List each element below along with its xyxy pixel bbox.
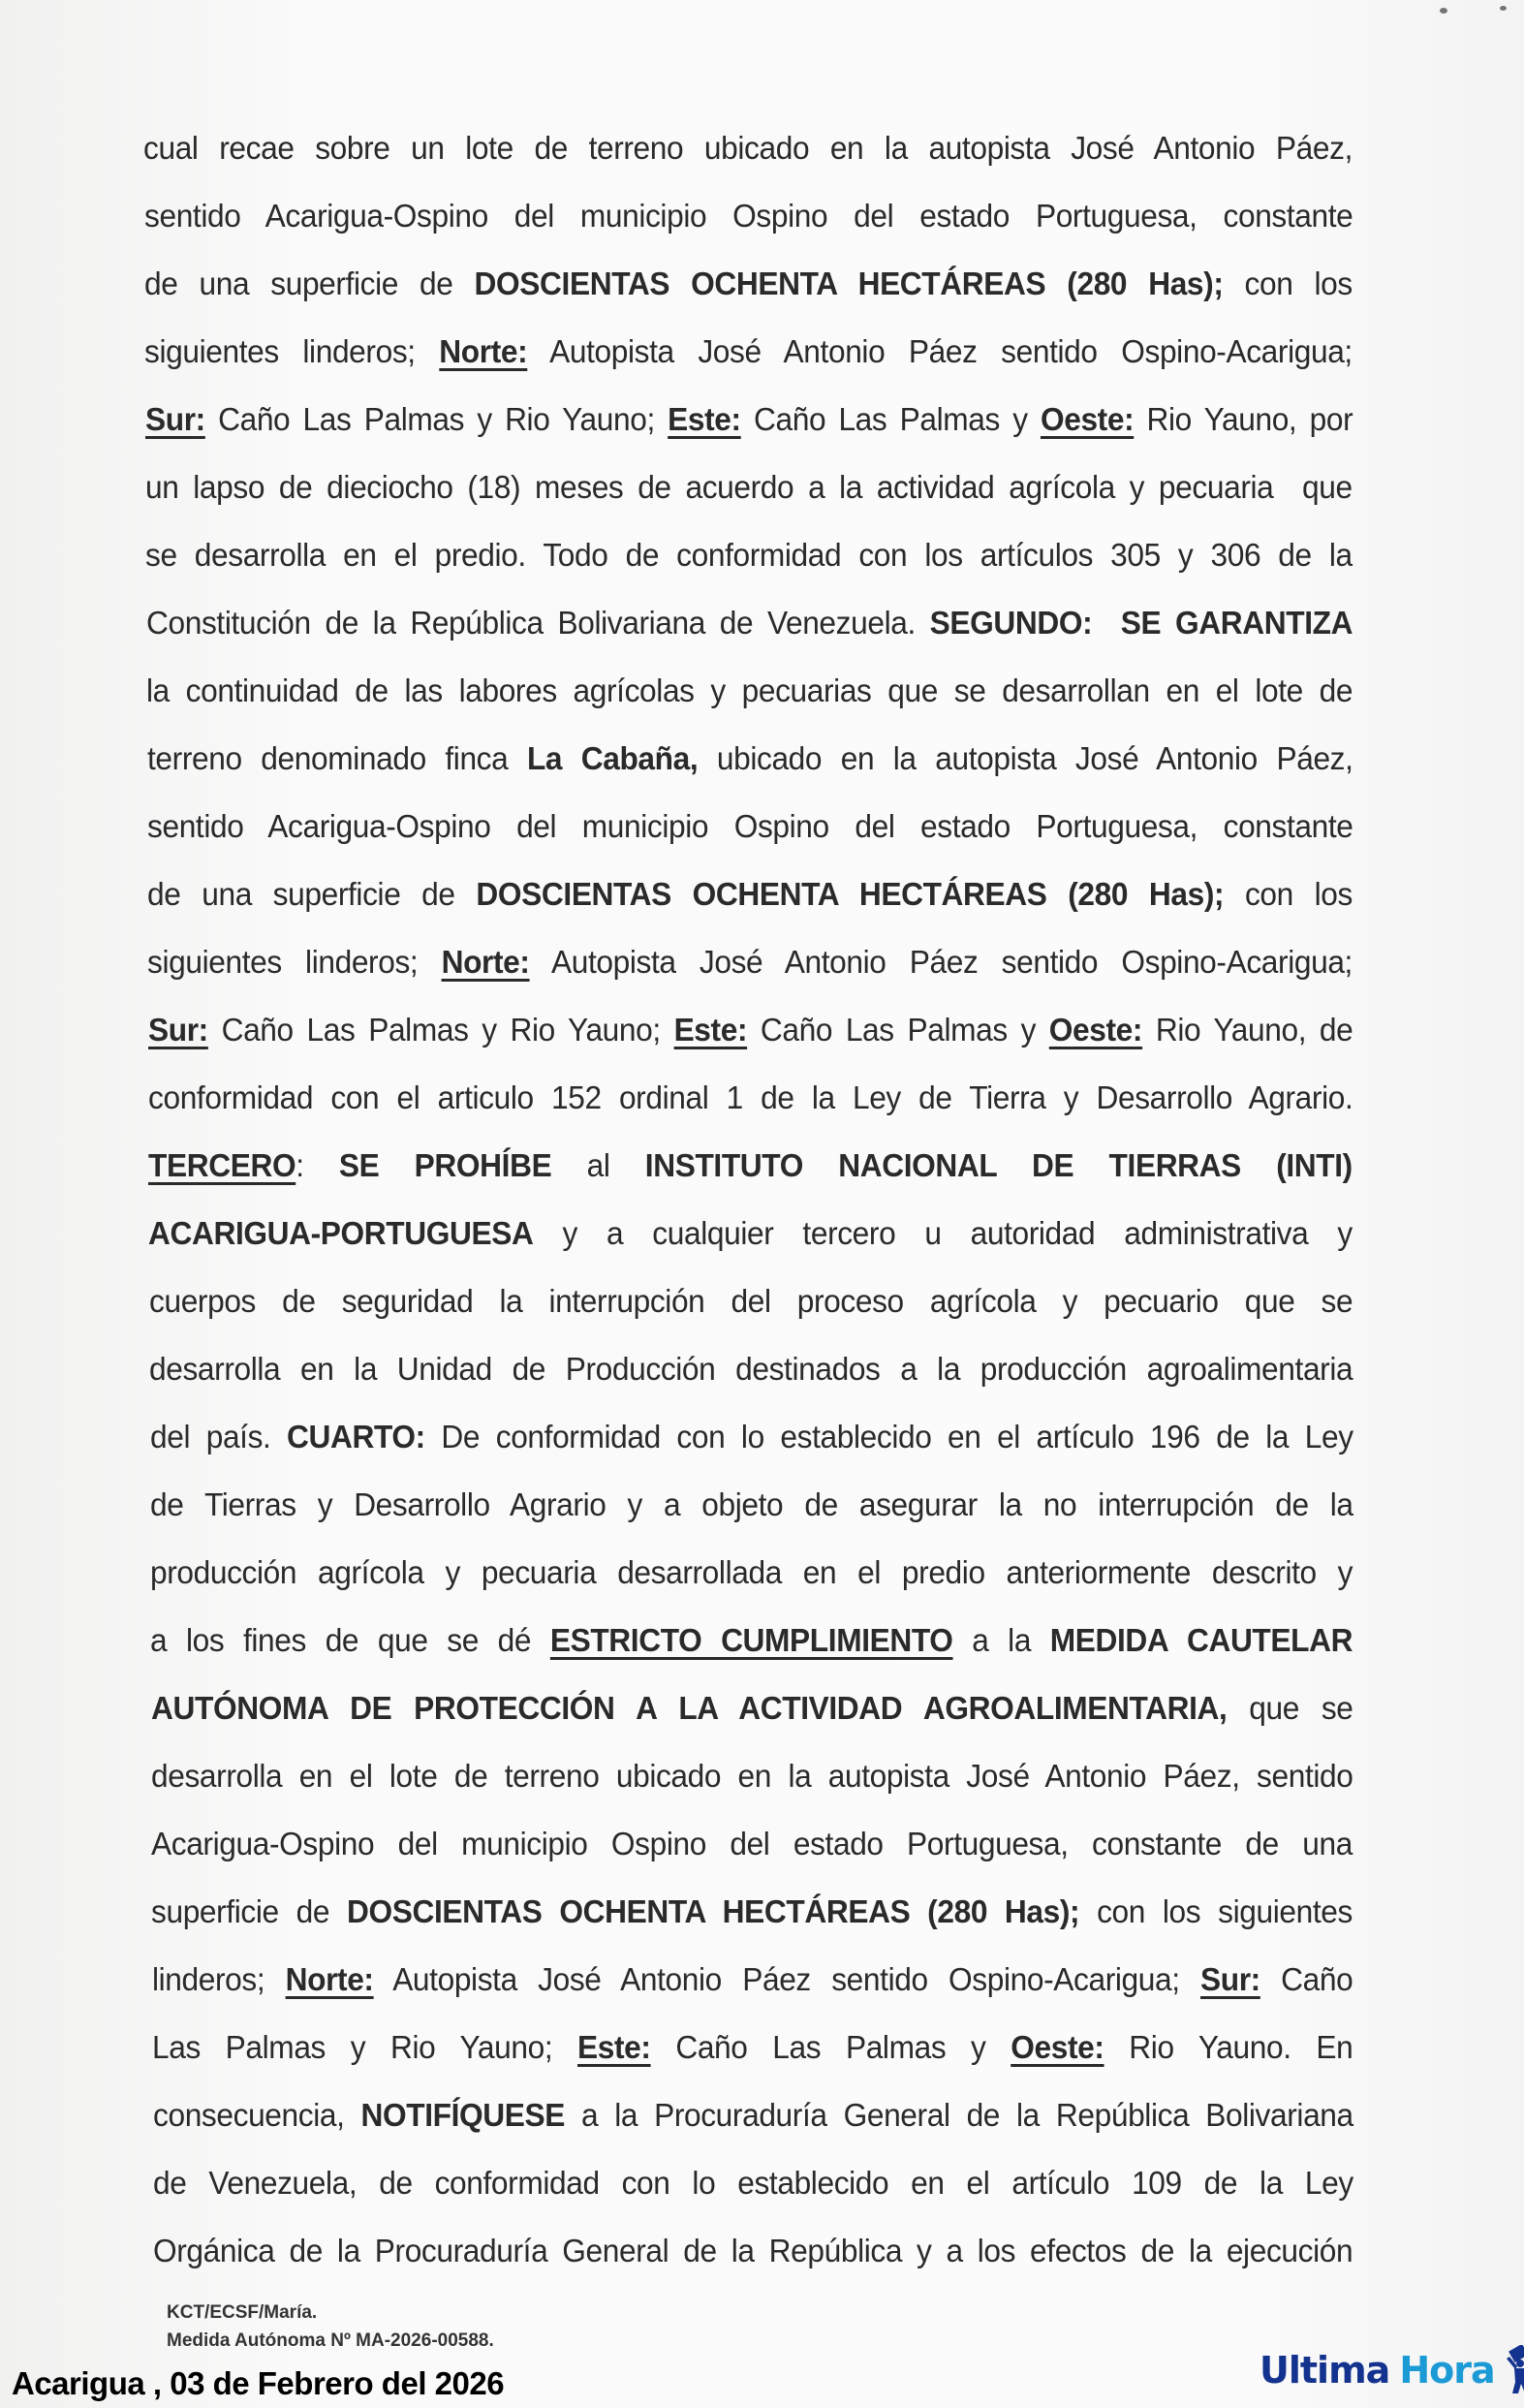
document-line bbox=[153, 2217, 1353, 2285]
document-line bbox=[145, 386, 1353, 453]
text-run: terreno denominado finca bbox=[146, 740, 527, 776]
document-line bbox=[145, 453, 1353, 521]
document-line bbox=[148, 1132, 1353, 1200]
document-line bbox=[144, 318, 1353, 386]
underlined-heading: Este: bbox=[577, 2029, 651, 2065]
text-run: con los siguientes bbox=[1079, 1893, 1353, 1929]
document-line bbox=[148, 996, 1353, 1064]
underlined-heading: Oeste: bbox=[1011, 2029, 1104, 2065]
text-run: Las Palmas y Rio Yauno; bbox=[152, 2029, 578, 2065]
text-run: linderos; bbox=[152, 1961, 286, 1997]
bold-text: NOTIFÍQUESE bbox=[360, 2097, 565, 2133]
ultima-hora-logo bbox=[1260, 2345, 1524, 2395]
logo-text-ultima: Ultima bbox=[1260, 2349, 1390, 2392]
text-run: : bbox=[295, 1147, 340, 1183]
text-run: al bbox=[551, 1147, 646, 1183]
text-run: conformidad con el articulo 152 ordinal 1 de la Ley de Tierra y Desarrollo Agrario. bbox=[147, 1079, 1353, 1115]
text-run: Rio Yauno, de bbox=[1141, 1012, 1353, 1048]
bold-text: La Cabaña, bbox=[526, 740, 698, 776]
underlined-heading: Sur: bbox=[144, 401, 205, 437]
underlined-heading: ESTRICTO CUMPLIMIENTO bbox=[550, 1622, 953, 1658]
text-run: producción agrícola y pecuaria desarrollada en el predio anteriormente descrito y bbox=[150, 1554, 1353, 1590]
text-run: desarrolla en el lote de terreno ubicado en la autopista José Antonio Páez, sentido bbox=[150, 1758, 1353, 1794]
text-run: siguientes linderos; bbox=[147, 944, 442, 980]
document-line bbox=[152, 1946, 1353, 2014]
bold-text: SE PROHÍBE bbox=[339, 1147, 552, 1183]
document-line bbox=[150, 1539, 1353, 1607]
document-footer bbox=[167, 2299, 494, 2355]
text-run: de Tierras y Desarrollo Agrario y a objeto de asegurar la no interrupción de la bbox=[149, 1486, 1353, 1522]
footer-reference: Medida Autónoma Nº MA-2026-00588. bbox=[167, 2330, 494, 2351]
bold-text: SEGUNDO: SE GARANTIZA bbox=[929, 605, 1353, 641]
document-line bbox=[150, 1471, 1353, 1539]
document-body bbox=[143, 114, 1403, 2285]
bold-text: ACARIGUA-PORTUGUESA bbox=[148, 1215, 534, 1251]
document-line bbox=[151, 1878, 1353, 1946]
text-run: superficie de bbox=[151, 1893, 348, 1929]
bold-text: DOSCIENTAS OCHENTA HECTÁREAS (280 Has); bbox=[476, 876, 1225, 912]
text-run: Acarigua-Ospino del municipio Ospino del estado Portuguesa, constante de una bbox=[151, 1826, 1353, 1861]
text-run: cuerpos de seguridad la interrupción del proceso agrícola y pecuario que se bbox=[149, 1283, 1353, 1319]
footer-initials: KCT/ECSF/María. bbox=[167, 2302, 318, 2323]
text-run: Rio Yauno. En bbox=[1104, 2029, 1353, 2065]
text-run: Rio Yauno, por bbox=[1134, 401, 1353, 437]
underlined-heading: Norte: bbox=[285, 1961, 374, 1997]
document-line bbox=[147, 928, 1353, 996]
document-line bbox=[149, 1267, 1353, 1335]
text-run: Caño Las Palmas y bbox=[650, 2029, 1011, 2065]
document-line bbox=[152, 2014, 1353, 2081]
document-line bbox=[144, 250, 1353, 318]
text-run: la continuidad de las labores agrícolas y pecuarias que se desarrollan en el lote de bbox=[146, 672, 1353, 708]
text-run: de Venezuela, de conformidad con lo establecido en el artículo 109 de la Ley bbox=[152, 2165, 1353, 2201]
text-run: a la bbox=[952, 1622, 1050, 1658]
document-line bbox=[151, 1810, 1353, 1878]
underlined-heading: TERCERO bbox=[148, 1147, 296, 1183]
underlined-heading: Norte: bbox=[441, 944, 530, 980]
text-run: consecuencia, bbox=[152, 2097, 361, 2133]
underlined-heading: Oeste: bbox=[1048, 1012, 1142, 1048]
text-run: se desarrolla en el predio. Todo de conformidad con los artículos 305 y 306 de la bbox=[145, 537, 1353, 573]
document-line bbox=[148, 1200, 1353, 1267]
text-run: y a cualquier tercero u autoridad administrativa y bbox=[533, 1215, 1353, 1251]
text-run: Caño Las Palmas y bbox=[746, 1012, 1049, 1048]
text-run: Caño Las Palmas y Rio Yauno; bbox=[204, 401, 668, 437]
document-line bbox=[147, 793, 1353, 860]
text-run: ubicado en la autopista José Antonio Páez, bbox=[697, 740, 1353, 776]
document-line bbox=[153, 2081, 1353, 2149]
document-line bbox=[143, 114, 1353, 182]
person-carrying-box-icon bbox=[1497, 2345, 1524, 2395]
text-run: siguientes linderos; bbox=[144, 333, 440, 369]
text-run: de una superficie de bbox=[147, 876, 477, 912]
text-run: desarrolla en la Unidad de Producción destinados a la producción agroalimentaria bbox=[149, 1351, 1353, 1387]
bold-text: DOSCIENTAS OCHENTA HECTÁREAS (280 Has); bbox=[347, 1893, 1080, 1929]
text-run: que se bbox=[1227, 1690, 1353, 1726]
text-run: Autopista José Antonio Páez sentido Ospino-Acarigua; bbox=[527, 333, 1353, 369]
document-line bbox=[151, 1674, 1353, 1742]
bold-text: MEDIDA CAUTELAR bbox=[1049, 1622, 1353, 1658]
bold-text: DOSCIENTAS OCHENTA HECTÁREAS (280 Has); bbox=[474, 266, 1224, 301]
document-line bbox=[153, 2149, 1353, 2217]
dateline-caption: Acarigua , 03 de Febrero del 2026 bbox=[12, 2365, 505, 2401]
underlined-heading: Sur: bbox=[1199, 1961, 1260, 1997]
document-line bbox=[146, 589, 1353, 657]
text-run: Caño bbox=[1260, 1961, 1353, 1997]
text-run: cual recae sobre un lote de terreno ubicado en la autopista José Antonio Páez, bbox=[143, 130, 1353, 166]
document-line bbox=[146, 657, 1353, 725]
text-run: Autopista José Antonio Páez sentido Ospino-Acarigua; bbox=[373, 1961, 1200, 1997]
document-line bbox=[151, 1742, 1353, 1810]
bold-text: INSTITUTO NACIONAL DE TIERRAS (INTI) bbox=[645, 1147, 1353, 1183]
underlined-heading: Oeste: bbox=[1040, 401, 1135, 437]
text-run: a los fines de que se dé bbox=[150, 1622, 551, 1658]
document-line bbox=[150, 1403, 1353, 1471]
document-line bbox=[148, 1064, 1353, 1132]
text-run: Caño Las Palmas y Rio Yauno; bbox=[207, 1012, 674, 1048]
document-line bbox=[145, 521, 1353, 589]
underlined-heading: Sur: bbox=[147, 1012, 208, 1048]
underlined-heading: Este: bbox=[667, 401, 741, 437]
text-run: sentido Acarigua-Ospino del municipio Ospino del estado Portuguesa, constante bbox=[143, 198, 1353, 234]
text-run: del país. bbox=[149, 1419, 287, 1454]
bold-text: AUTÓNOMA DE PROTECCIÓN A LA ACTIVIDAD AGROALIMENTARIA, bbox=[150, 1690, 1228, 1726]
logo-text-hora: Hora bbox=[1399, 2349, 1495, 2392]
text-run: De conformidad con lo establecido en el artículo 196 de la Ley bbox=[424, 1419, 1353, 1454]
text-run: Constitución de la República Bolivariana de Venezuela. bbox=[146, 605, 930, 641]
text-run: Caño Las Palmas y bbox=[740, 401, 1041, 437]
text-run: a la Procuraduría General de la República Bolivariana bbox=[564, 2097, 1353, 2133]
underlined-heading: Este: bbox=[673, 1012, 747, 1048]
text-run: con los bbox=[1223, 266, 1353, 301]
document-line bbox=[144, 182, 1353, 250]
document-line bbox=[147, 725, 1353, 793]
document-line bbox=[149, 1335, 1353, 1403]
text-run: con los bbox=[1224, 876, 1353, 912]
paper-speck bbox=[1440, 8, 1447, 14]
text-run: un lapso de dieciocho (18) meses de acuerdo a la actividad agrícola y pecuaria que bbox=[145, 469, 1353, 505]
text-run: sentido Acarigua-Ospino del municipio Ospino del estado Portuguesa, constante bbox=[146, 808, 1353, 844]
text-run: de una superficie de bbox=[144, 266, 475, 301]
document-line bbox=[147, 860, 1353, 928]
underlined-heading: Norte: bbox=[439, 333, 528, 369]
paper-speck bbox=[1500, 6, 1507, 11]
document-line bbox=[150, 1607, 1353, 1674]
text-run: Autopista José Antonio Páez sentido Ospino-Acarigua; bbox=[529, 944, 1353, 980]
bold-text: CUARTO: bbox=[286, 1419, 425, 1454]
text-run: Orgánica de la Procuraduría General de la República y a los efectos de la ejecución bbox=[153, 2233, 1353, 2268]
